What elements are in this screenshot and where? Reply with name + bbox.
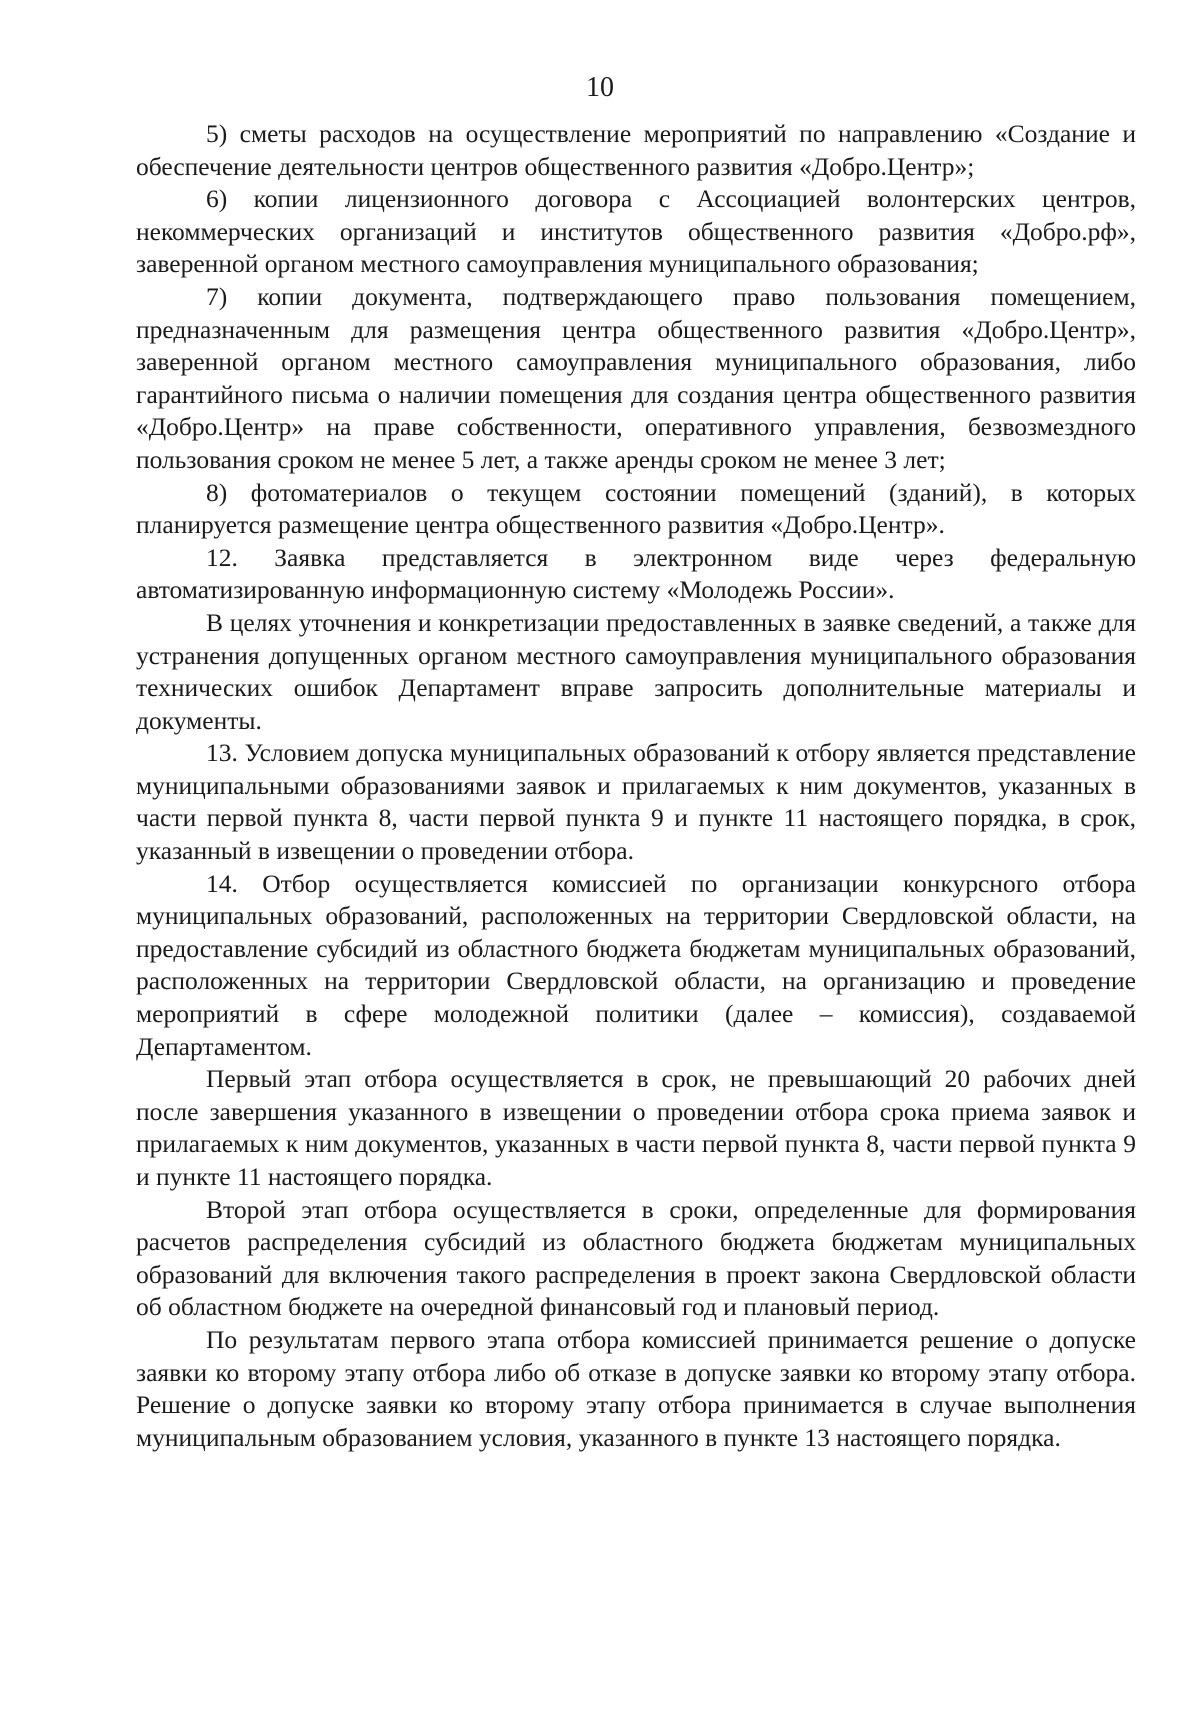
paragraph-item-7: 7) копии документа, подтверждающего право пользования помещением, предназначенным для размещения центра общественного развития «Добро.Центр», заверенной органом местного самоуправления муниципального образования, либо гарантийного письма о наличии помещения для создания центра общественного развития «Добро.Центр» на праве собственности, оперативного управления, безвозмездного пользования сроком не менее 5 лет, а также аренды сроком не менее 3 лет; [136, 281, 1136, 474]
paragraph-item-6: 6) копии лицензионного договора с Ассоциацией волонтерских центров, некоммерческих организаций и институтов общественного развития «Добро.рф», заверенной органом местного самоуправления муниципального образования; [136, 184, 1136, 279]
paragraph-clause-13: 13. Условием допуска муниципальных образований к отбору является представление муниципальными образованиями заявок и прилагаемых к ним документов, указанных в части первой пункта 8, части первой пункта 9 и пункте 11 настоящего порядка, в срок, указанный в извещении о проведении отбора. [136, 738, 1136, 866]
paragraph-clause-12: 12. Заявка представляется в электронном виде через федеральную автоматизированную информационную систему «Молодежь России». [136, 542, 1136, 605]
paragraph-item-5: 5) сметы расходов на осуществление мероприятий по направлению «Создание и обеспечение деятельности центров общественного развития «Добро.Центр»; [136, 119, 1136, 181]
paragraph-item-8: 8) фотоматериалов о текущем состоянии помещений (зданий), в которых планируется размещение центра общественного развития «Добро.Центр». [136, 477, 1136, 540]
paragraph-first-stage: Первый этап отбора осуществляется в срок, не превышающий 20 рабочих дней после завершения указанного в извещении о проведении отбора срока приема заявок и прилагаемых к ним документов, указанных в части первой пункта 8, части первой пункта 9 и пункте 11 настоящего порядка. [136, 1064, 1136, 1191]
document-body [136, 118, 1136, 1454]
paragraph-second-stage: Второй этап отбора осуществляется в сроки, определенные для формирования расчетов распределения субсидий из областного бюджета бюджетам муниципальных образований для включения такого распределения в проект закона Свердловской области об областном бюджете на очередной финансовый год и плановый период. [136, 1194, 1136, 1322]
paragraph-clause-14: 14. Отбор осуществляется комиссией по организации конкурсного отбора муниципальных образований, расположенных на территории Свердловской области, на предоставление субсидий из областного бюджета бюджетам муниципальных образований, расположенных на территории Свердловской области, на организацию и проведение мероприятий в сфере молодежной политики (далее – комиссия), создаваемой Департаментом. [136, 868, 1136, 1061]
page-number: 10 [586, 72, 614, 103]
paragraph-first-stage-results: По результатам первого этапа отбора комиссией принимается решение о допуске заявки ко второму этапу отбора либо об отказе в допуске заявки ко второму этапу отбора. Решение о допуске заявки ко второму этапу отбора принимается в случае выполнения муниципальным образованием условия, указанного в пункте 13 настоящего порядка. [136, 1324, 1136, 1452]
paragraph-clause-12-clarification: В целях уточнения и конкретизации предоставленных в заявке сведений, а также для устранения допущенных органом местного самоуправления муниципального образования технических ошибок Департамент вправе запросить дополнительные материалы и документы. [136, 607, 1136, 735]
